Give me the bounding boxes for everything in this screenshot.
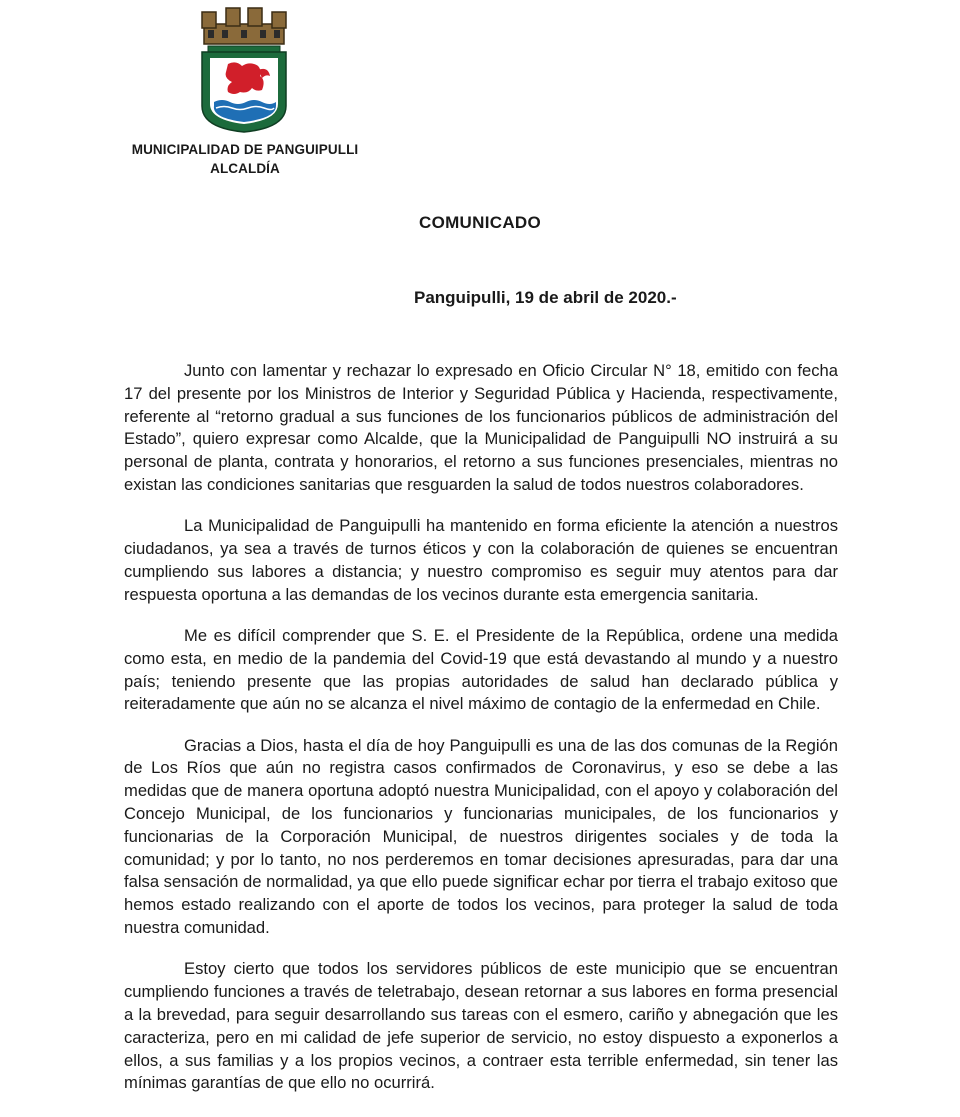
- document-body: [124, 360, 838, 1114]
- crown-shape: [202, 8, 286, 44]
- document-title: COMUNICADO: [419, 213, 541, 232]
- paragraph: Junto con lamentar y rechazar lo expresado en Oficio Circular N° 18, emitido con fecha 17 del presente por los Ministros de Interior y Seguridad Pública y Hacienda, respectivamente, referente al “retorno gradual a sus funciones de los funcionarios públicos de administración del Estado”, quiero expresar como Alcalde, que la Municipalidad de Panguipulli NO instruirá a su personal de planta, contrata y honorarios, el retorno a sus funciones presenciales, mientras no existan las condiciones sanitarias que resguarden la salud de todos nuestros colaboradores.: [124, 361, 838, 494]
- paragraph: Me es difícil comprender que S. E. el Presidente de la República, ordene una medida como esta, en medio de la pandemia del Covid-19 que está devastando al mundo y a nuestro país; teniendo presente que las propias autoridades de salud han declarado pública y reiteradamente que aún no se alcanza el nivel máximo de contagio de la enfermedad en Chile.: [124, 625, 838, 714]
- department-name: ALCALDÍA: [210, 161, 280, 176]
- organization-name: MUNICIPALIDAD DE PANGUIPULLI: [131, 142, 359, 157]
- paragraph: Gracias a Dios, hasta el día de hoy Panguipulli es una de las dos comunas de la Región de Los Ríos que aún no registra casos confirmados de Coronavirus, y eso se debe a las medidas que de manera oportuna adoptó nuestra Municipalidad, con el apoyo y colaboración del Concejo Municipal, de los funcionarios y funcionarias municipales, de los funcionarios y funcionarias de la Corporación Municipal, de nuestros dirigentes sociales y de toda la comunidad; y por lo tanto, no nos perderemos en tomar decisiones apresuradas, para dar una falsa sensación de normalidad, ya que ello puede significar echar por tierra el trabajo exitoso que hemos estado realizando con el aporte de todos los vecinos, para proteger la salud de toda nuestra comunidad.: [124, 735, 838, 938]
- dateline: Panguipulli, 19 de abril de 2020.-: [414, 288, 677, 307]
- municipal-coat-of-arms: [196, 6, 292, 134]
- letterhead: [110, 140, 380, 178]
- paragraph: La Municipalidad de Panguipulli ha mantenido en forma eficiente la atención a nuestros ciudadanos, ya sea a través de turnos éticos y con la colaboración de quienes se encuentran cumpliendo sus labores a distancia; y nuestro compromiso es seguir muy atentos para dar respuesta oportuna a las demandas de los vecinos durante esta emergencia sanitaria.: [124, 516, 838, 604]
- coat-of-arms-icon: [196, 6, 292, 134]
- paragraph: Estoy cierto que todos los servidores públicos de este municipio que se encuentran cumpliendo funciones a través de teletrabajo, desean retornar a sus labores en forma presencial a la brevedad, para seguir desarrollando sus tareas con el esmero, cariño y abnegación que les caracteriza, pero en mi calidad de jefe superior de servicio, no estoy dispuesto a exponerlos a ellos, a sus familias y a los propios vecinos, a contraer esta terrible enfermedad, sin tener las mínimas garantías de que ello no ocurrirá.: [124, 959, 838, 1093]
